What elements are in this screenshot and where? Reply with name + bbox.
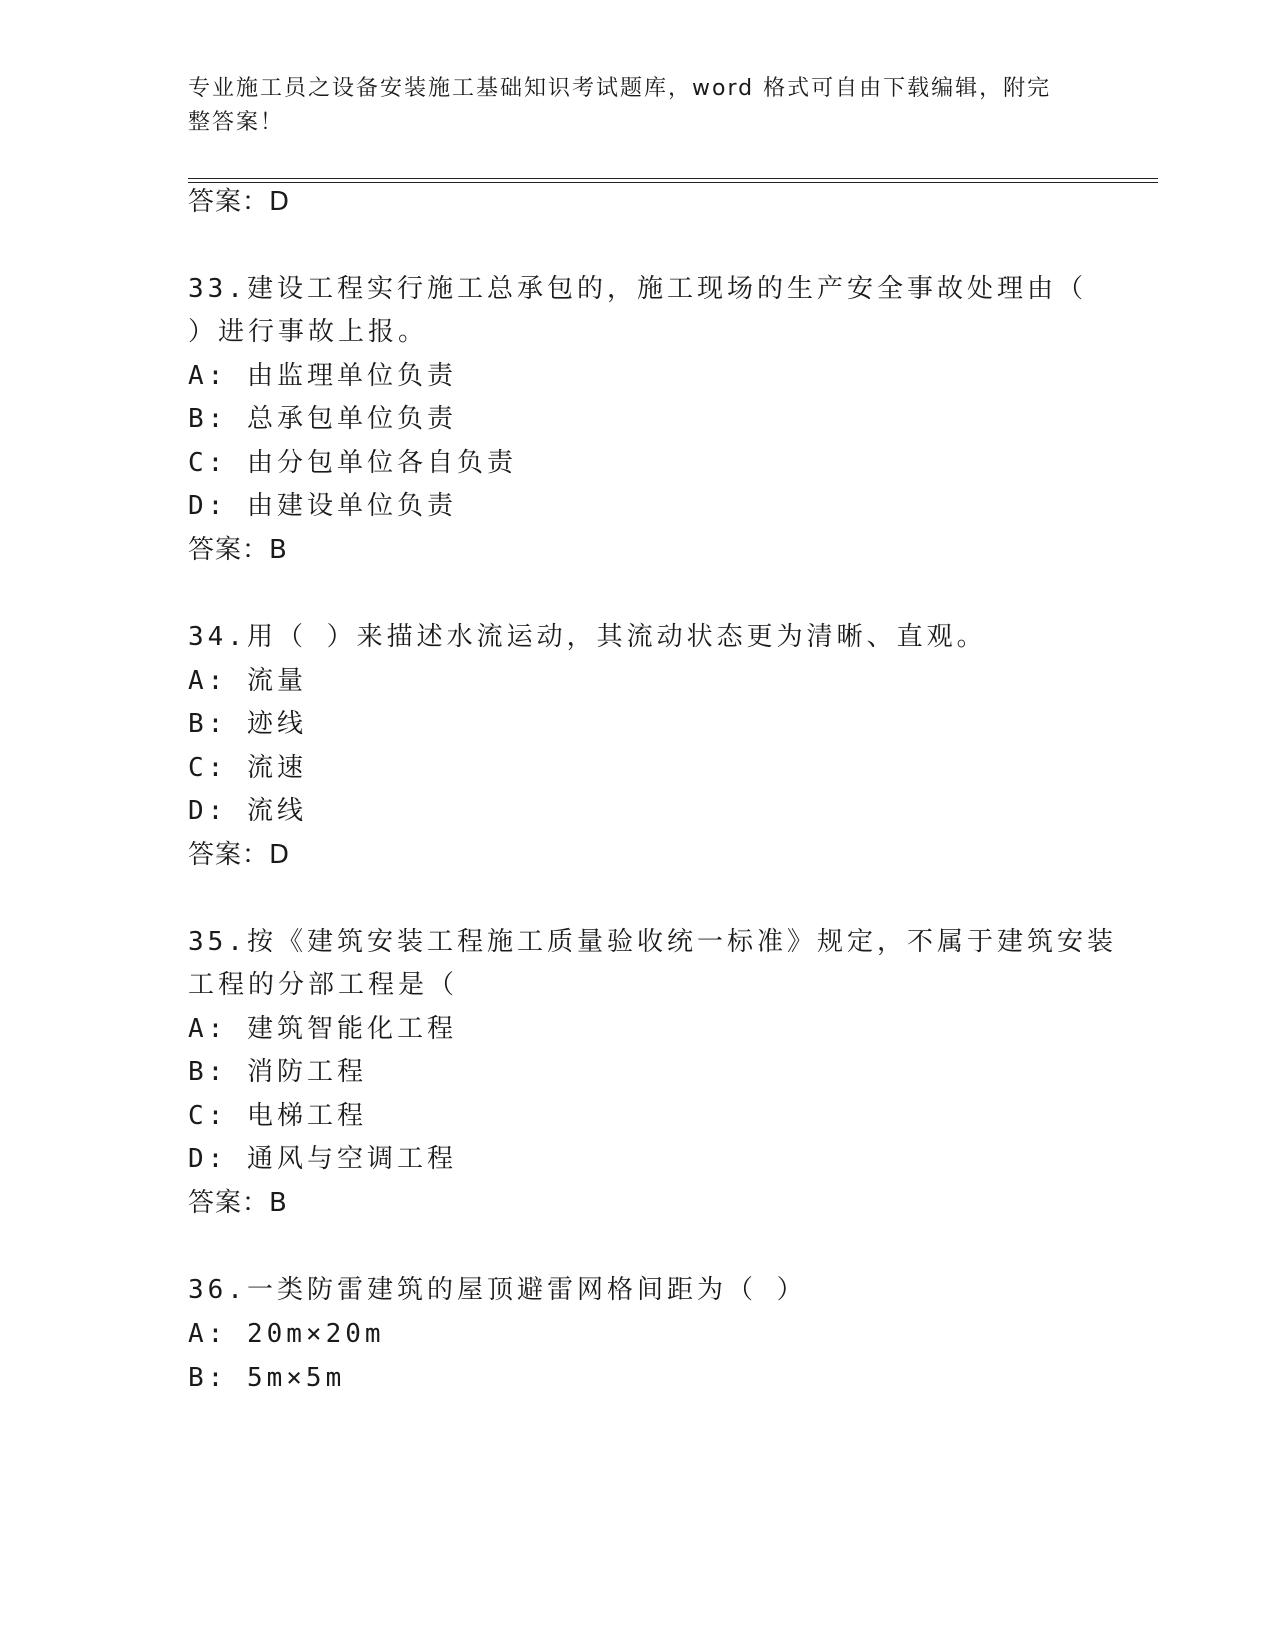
question-35-option-b: B: 消防工程 — [188, 1057, 367, 1087]
question-35-stem-line-2: 工程的分部工程是（ — [188, 970, 459, 1000]
document-header — [188, 72, 1068, 140]
question-35-option-c: C: 电梯工程 — [188, 1101, 367, 1131]
question-33-option-c: C: 由分包单位各自负责 — [188, 448, 517, 478]
question-35-answer: 答案：B — [188, 1188, 288, 1218]
question-35-stem-line-1: 35.按《建筑安装工程施工质量验收统一标准》规定，不属于建筑安装 — [188, 927, 1117, 957]
question-33-stem-line-1: 33.建设工程实行施工总承包的，施工现场的生产安全事故处理由（ — [188, 274, 1087, 304]
header-rule-bottom — [188, 182, 1158, 183]
header-line-1: 专业施工员之设备安装施工基础知识考试题库，word 格式可自由下载编辑，附完 — [188, 76, 1052, 101]
question-33-stem-line-2: ）进行事故上报。 — [188, 317, 429, 347]
answer-prev: 答案：D — [188, 187, 291, 217]
question-33-option-b: B: 总承包单位负责 — [188, 404, 457, 434]
question-34-option-b: B: 迹线 — [188, 709, 307, 739]
question-35-option-a: A: 建筑智能化工程 — [188, 1014, 457, 1044]
question-33-answer: 答案：B — [188, 535, 288, 565]
header-rule-top — [188, 178, 1158, 179]
header-line-2: 整答案！ — [188, 110, 285, 135]
question-34-option-c: C: 流速 — [188, 753, 307, 783]
question-34-option-a: A: 流量 — [188, 666, 307, 696]
question-34-stem-line-1: 34.用（ ）来描述水流运动，其流动状态更为清晰、直观。 — [188, 622, 987, 652]
question-36-option-b: B: 5m×5m — [188, 1363, 346, 1393]
question-33-option-d: D: 由建设单位负责 — [188, 491, 457, 521]
question-35-option-d: D: 通风与空调工程 — [188, 1144, 457, 1174]
question-34-option-d: D: 流线 — [188, 796, 307, 826]
question-34-answer: 答案：D — [188, 840, 291, 870]
question-36-stem-line-1: 36.一类防雷建筑的屋顶避雷网格间距为（ ） — [188, 1275, 807, 1305]
question-33-option-a: A: 由监理单位负责 — [188, 361, 457, 391]
question-36-option-a: A: 20m×20m — [188, 1319, 385, 1349]
